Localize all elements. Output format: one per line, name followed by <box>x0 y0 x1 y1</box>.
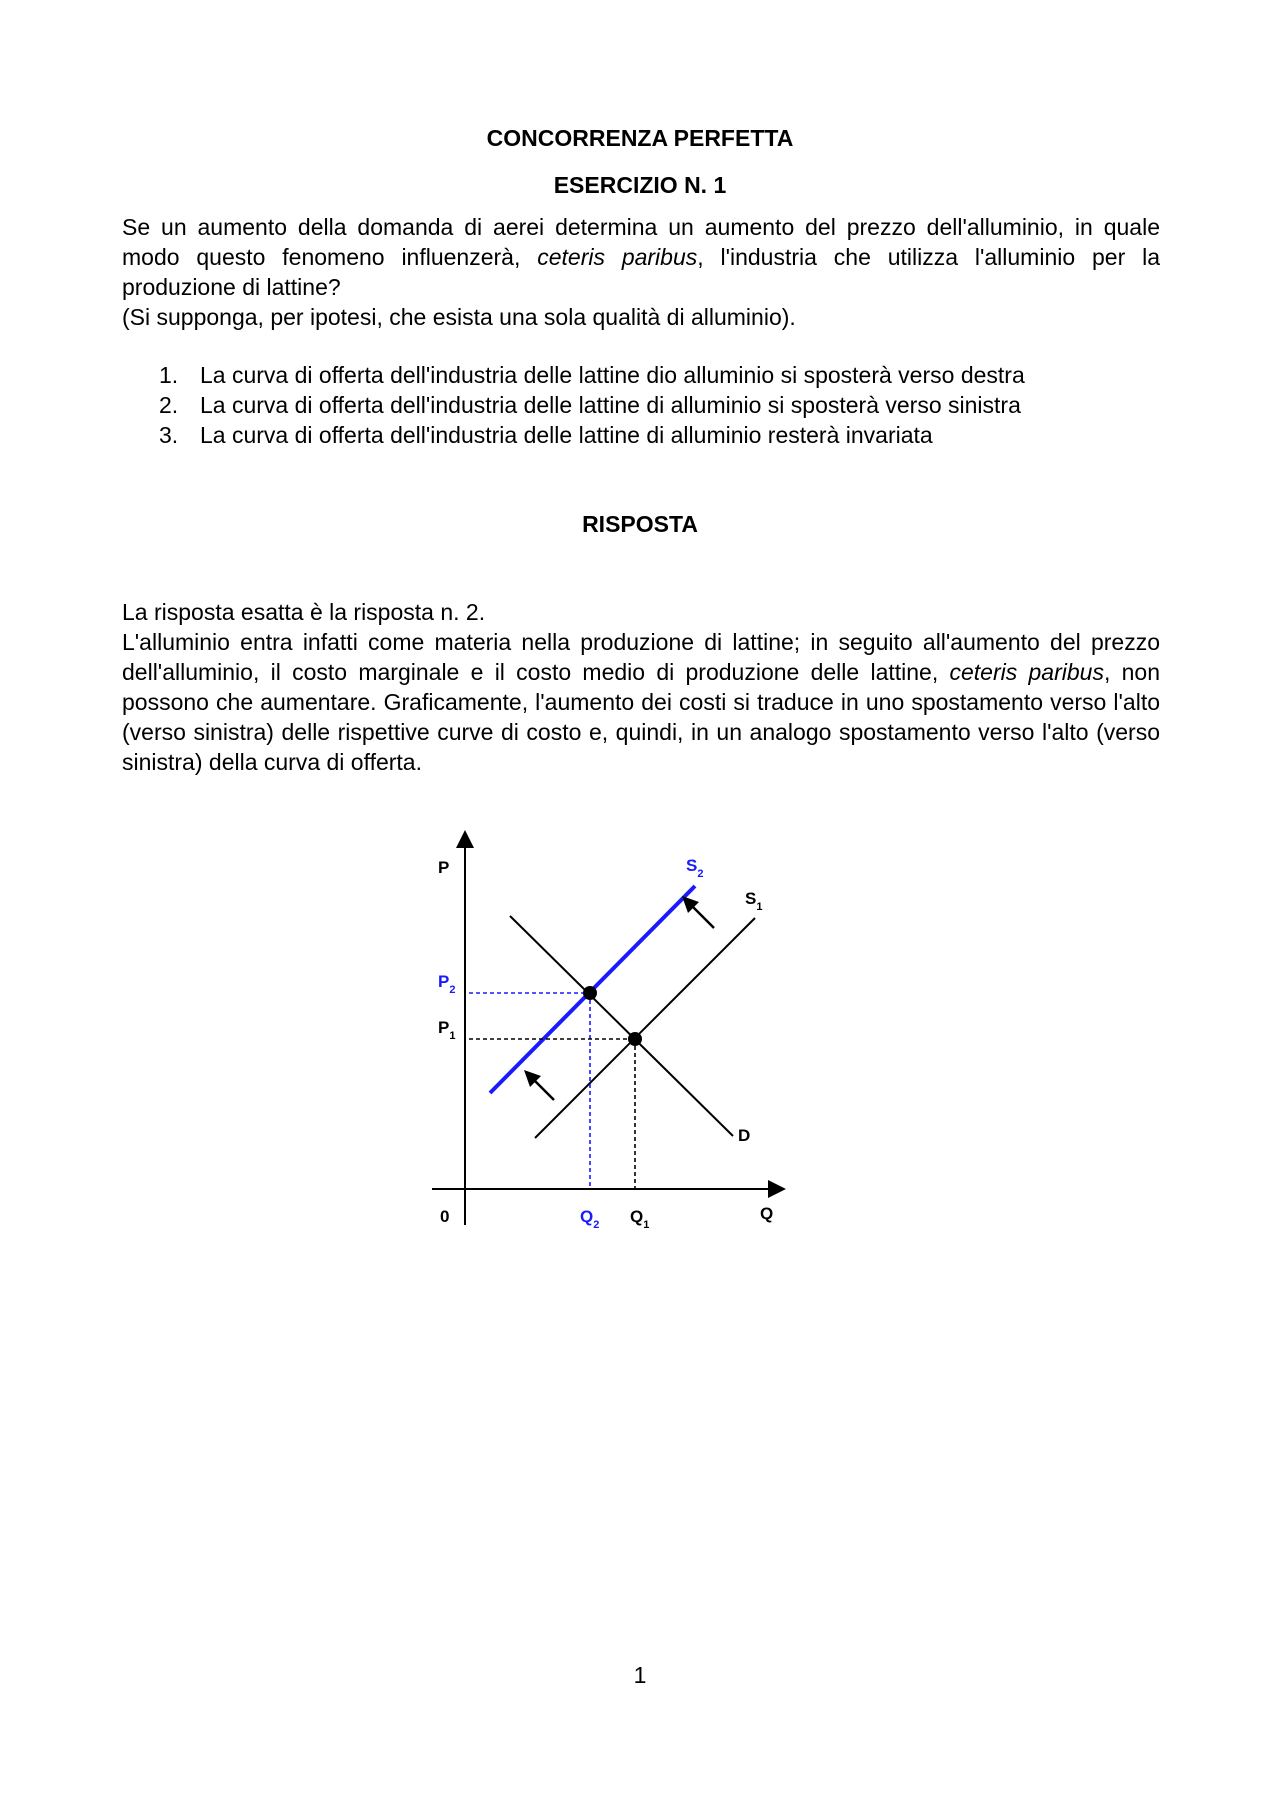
option-item: 2. La curva di offerta dell'industria delle lattine di alluminio si sposterà verso sinistra <box>159 392 1021 418</box>
answer-heading: RISPOSTA <box>582 511 698 537</box>
demand-curve-d <box>510 916 733 1136</box>
page-number: 1 <box>633 1662 647 1688</box>
y-axis-label: P <box>438 858 450 877</box>
shift-arrow-icon <box>691 905 714 928</box>
document-title: CONCORRENZA PERFETTA <box>486 125 794 151</box>
equilibrium-point-1 <box>628 1032 642 1046</box>
s2-label: $S_2$ <box>686 856 704 880</box>
question-text: Se un aumento della domanda di aerei determina un aumento del prezzo dell'alluminio, in quale modo questo fenomeno influenzerà, ceteris paribus, l'industria che utilizza l'alluminio per la produzione di lattine? <box>122 214 1160 300</box>
y-axis-arrowhead <box>456 830 474 848</box>
p1-label: $P_1$ <box>438 1018 456 1042</box>
q1-label: $Q_1$ <box>630 1207 650 1231</box>
q2-label: $Q_2$ <box>580 1207 600 1231</box>
x-axis-label: Q <box>760 1204 774 1223</box>
answer-text: L'alluminio entra infatti come materia nella produzione di lattine; in seguito all'aumento del prezzo dell'alluminio, il costo marginale e il costo medio di produzione delle lattine, ceteris paribus, non possono che aumentare. Graficamente, l'aumento dei costi si traduce in uno spostamento verso l'alto (verso sinistra) delle rispettive curve di costo e, quindi, in un analogo spostamento verso l'alto (verso sinistra) della curva di offerta. <box>122 629 1160 775</box>
equilibrium-point-2 <box>583 986 597 1000</box>
option-item: 1. La curva di offerta dell'industria delle lattine dio alluminio si sposterà verso destra <box>159 362 1025 388</box>
p2-label: $P_2$ <box>438 972 456 996</box>
supply-curve-s1 <box>535 918 755 1138</box>
question-hypothesis: (Si supponga, per ipotesi, che esista una sola qualità di alluminio). <box>122 304 796 330</box>
s1-label: $S_1$ <box>745 889 763 913</box>
demand-label: D <box>738 1126 751 1145</box>
origin-label: 0 <box>440 1207 450 1226</box>
exercise-heading: ESERCIZIO N. 1 <box>553 172 727 198</box>
x-axis-arrowhead <box>768 1180 786 1198</box>
shift-arrow-icon <box>533 1079 554 1100</box>
answer-first-line: La risposta esatta è la risposta n. 2. <box>122 599 486 625</box>
option-item: 3. La curva di offerta dell'industria delle lattine di alluminio resterà invariata <box>159 422 933 448</box>
